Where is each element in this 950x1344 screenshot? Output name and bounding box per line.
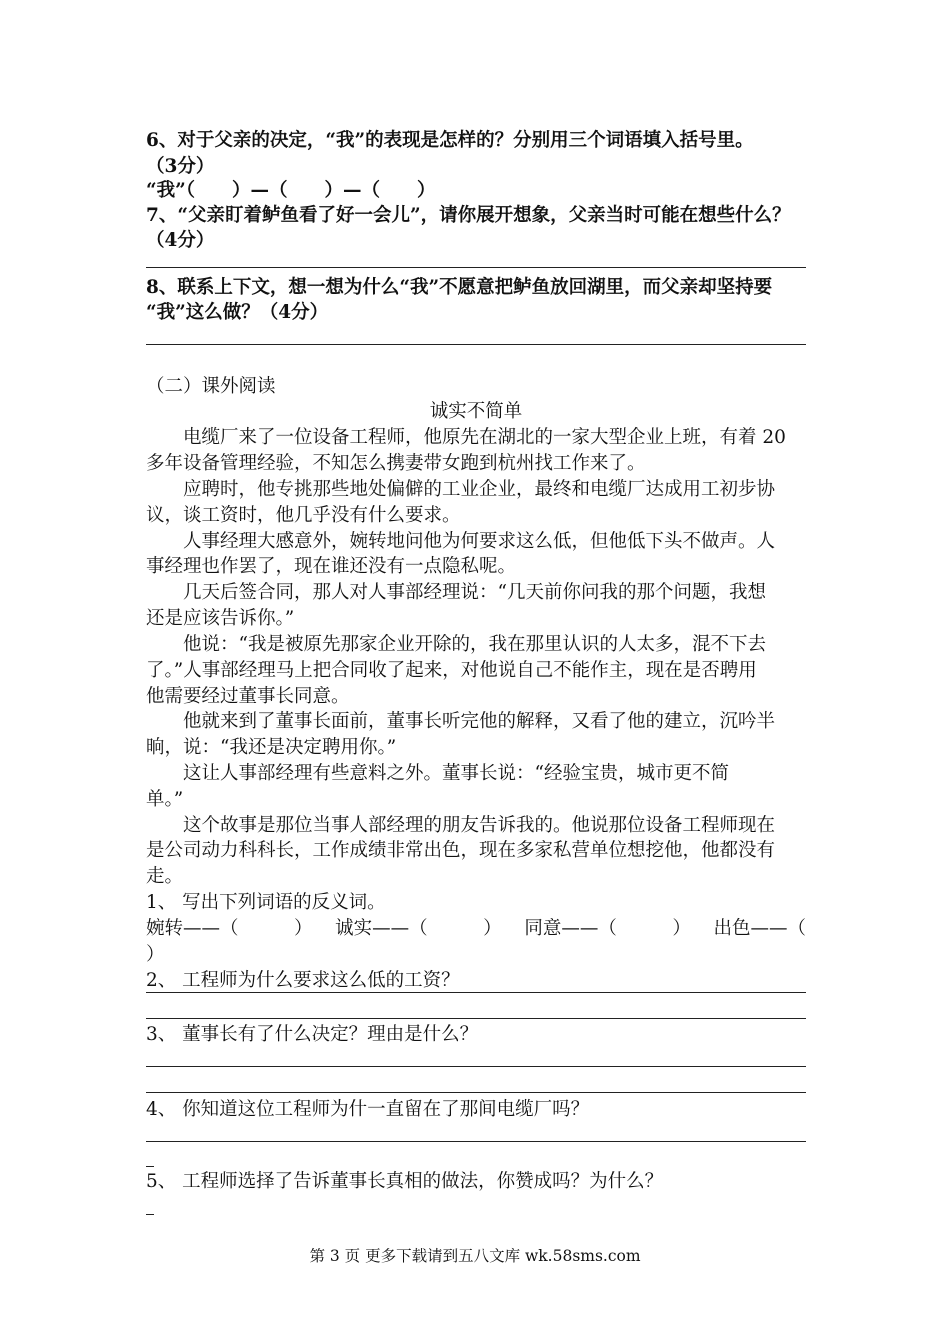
exercise-2: 2、 工程师为什么要求这么低的工资？ <box>146 970 460 991</box>
passage-line: 了。”人事部经理马上把合同收了起来，对他说自己不能作主，现在是否聘用 <box>146 660 757 681</box>
answer-line <box>146 1141 806 1142</box>
passage-line: 应聘时，他专挑那些地处偏僻的工业企业，最终和电缆厂达成用工初步协 <box>183 479 776 500</box>
answer-line-stub <box>146 1166 154 1167</box>
passage-line: 议，谈工资时，他几乎没有什么要求。 <box>146 505 461 526</box>
answer-line <box>146 992 806 993</box>
passage-line: 这个故事是那位当事人部经理的朋友告诉我的。他说那位设备工程师现在 <box>183 815 776 836</box>
page-footer: 第 3 页 更多下载请到五八文库 wk.58sms.com <box>309 1247 641 1265</box>
question-6-score: （3分） <box>146 156 215 177</box>
passage-line: 晌，说：“我还是决定聘用你。” <box>146 737 397 758</box>
answer-line <box>146 1066 806 1067</box>
antonym-item: 出色——（ <box>713 918 806 939</box>
passage-line: 人事经理大感意外，婉转地问他为何要求这么低，但他低下头不做声。人 <box>183 531 776 552</box>
passage-line: 他说：“我是被原先那家企业开除的，我在那里认识的人太多，混不下去 <box>183 634 766 655</box>
passage-line: 走。 <box>146 866 184 887</box>
passage-line: 多年设备管理经验，不知怎么携妻带女跑到杭州找工作来了。 <box>146 453 646 474</box>
antonym-row-tail: ） <box>146 944 165 965</box>
passage-line: 他就来到了董事长面前，董事长听完他的解释，又看了他的建立，沉吟半 <box>183 711 776 732</box>
answer-line <box>146 267 806 268</box>
exercise-1: 1、 写出下列词语的反义词。 <box>146 892 386 913</box>
question-8-line-2: “我”这么做？（4分） <box>146 302 329 323</box>
antonym-item: 婉转——（ ） <box>146 918 313 939</box>
answer-line <box>146 344 806 345</box>
question-8-line-1: 8、联系上下文，想一想为什么“我”不愿意把鲈鱼放回湖里，而父亲却坚持要 <box>146 277 773 298</box>
answer-line-stub <box>146 1214 154 1215</box>
antonym-row <box>146 916 806 942</box>
passage-line: 电缆厂来了一位设备工程师，他原先在湖北的一家大型企业上班，有着 20 <box>183 427 786 448</box>
antonym-item: 同意——（ ） <box>524 918 691 939</box>
question-6: 6、对于父亲的决定，“我”的表现是怎样的？分别用三个词语填入括号里。 <box>146 130 754 151</box>
section-heading: （二）课外阅读 <box>146 376 276 397</box>
question-7-score: （4分） <box>146 230 215 251</box>
passage-title: 诚实不简单 <box>429 401 523 422</box>
passage-line: 单。” <box>146 789 184 810</box>
passage-line: 事经理也作罢了，现在谁还没有一点隐私呢。 <box>146 556 517 577</box>
exercise-3: 3、 董事长有了什么决定？理由是什么？ <box>146 1024 479 1045</box>
passage-line: 还是应该告诉你。” <box>146 608 295 629</box>
question-7: 7、“父亲盯着鲈鱼看了好一会儿”，请你展开想象，父亲当时可能在想些什么？ <box>146 205 791 226</box>
question-6-blanks: “我”（ ）—（ ）—（ ） <box>146 180 436 201</box>
passage-line: 他需要经过董事长同意。 <box>146 686 350 707</box>
passage-line: 是公司动力科科长，工作成绩非常出色，现在多家私营单位想挖他，他都没有 <box>146 840 776 861</box>
passage-line: 这让人事部经理有些意料之外。董事长说：“经验宝贵，城市更不简 <box>183 763 729 784</box>
antonym-item: 诚实——（ ） <box>335 918 502 939</box>
passage-line: 几天后签合同，那人对人事部经理说：“几天前你问我的那个问题，我想 <box>183 582 766 603</box>
exercise-5: 5、 工程师选择了告诉董事长真相的做法，你赞成吗？为什么？ <box>146 1171 664 1192</box>
exercise-4: 4、 你知道这位工程师为什一直留在了那间电缆厂吗？ <box>146 1099 590 1120</box>
answer-line <box>146 1092 806 1093</box>
answer-line <box>146 1018 806 1019</box>
